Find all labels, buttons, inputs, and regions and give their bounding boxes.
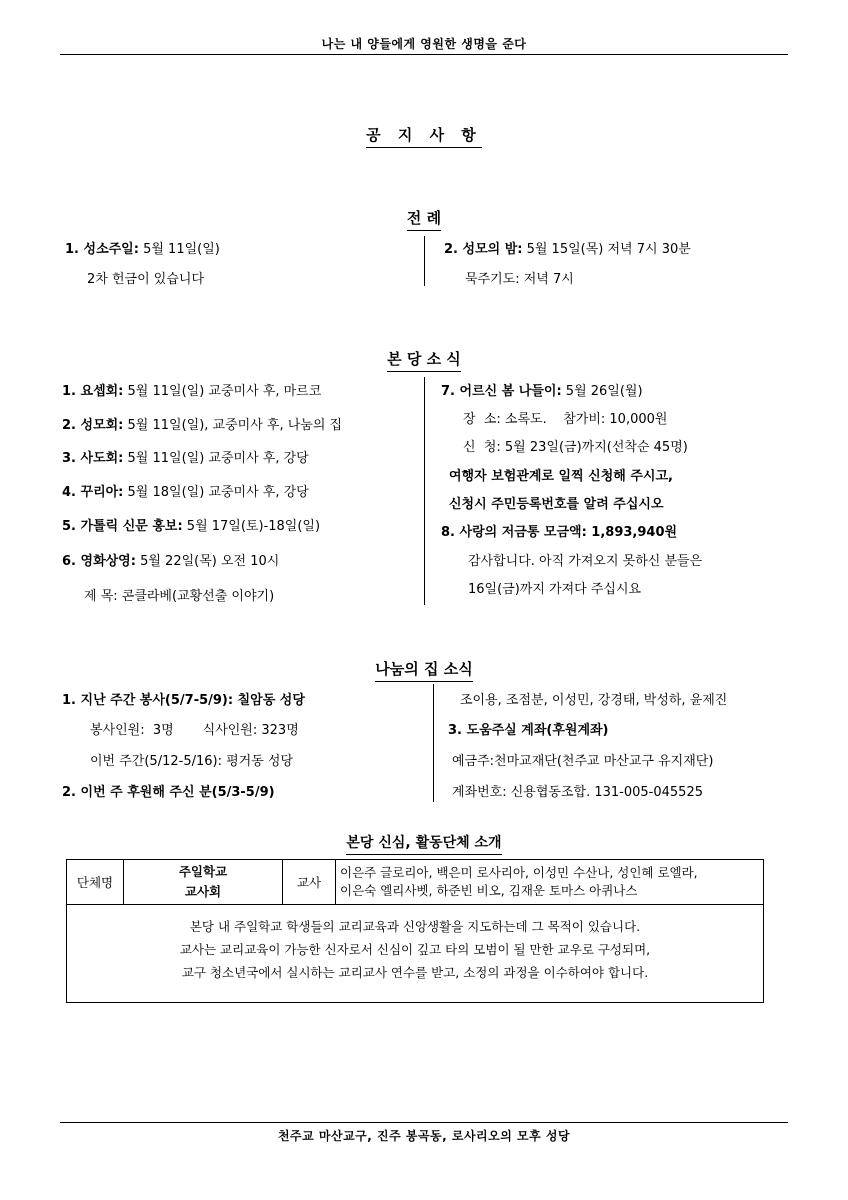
- group-members-line-1: 이은주 글로리아, 백은미 로사리아, 이성민 수산나, 성인혜 로엘라,: [340, 865, 698, 880]
- liturgy-item-2-note: 묵주기도: 저녁 7시: [465, 272, 574, 287]
- sharing-account: 계좌번호: 신용협동조합. 131-005-045525: [452, 785, 703, 800]
- news-item-1-text: 5월 11일(일) 교중미사 후, 마르코: [123, 384, 322, 399]
- group-desc-line-1: 본당 내 주일학교 학생들의 교리교육과 신앙생활을 지도하는데 그 목적이 있습니다.: [189, 919, 641, 934]
- news-item-7-date: 5월 26일(월): [561, 384, 643, 399]
- group-desc-line-3: 교구 청소년국에서 실시하는 교리교사 연수를 받고, 소정의 과정을 이수하여야 합니다.: [181, 965, 649, 980]
- header-rule: [60, 54, 788, 55]
- news-item-5-label: 5. 가톨릭 신문 홍보:: [62, 519, 183, 534]
- group-description: [67, 905, 764, 1003]
- news-item-8: 8. 사랑의 저금통 모금액: 1,893,940원: [441, 525, 678, 540]
- header-motto: 나는 내 양들에게 영원한 생명을 준다: [321, 37, 527, 51]
- liturgy-item-2-date: 5월 15일(목) 저녁 7시 30분: [522, 242, 691, 257]
- parish-news-divider: [424, 377, 425, 605]
- news-item-1: [62, 380, 321, 399]
- news-item-7-bold-1: 여행자 보험관계로 일찍 신청해 주시고,: [449, 469, 673, 484]
- news-item-4-label: 4. 꾸리아:: [62, 485, 124, 500]
- news-item-7-place: 장 소: 소록도. 참가비: 10,000원: [463, 412, 668, 427]
- news-item-3-text: 5월 11일(일) 교중미사 후, 강당: [123, 451, 309, 466]
- news-item-6: [62, 550, 279, 569]
- group-name-line-1: 주일학교: [178, 864, 228, 879]
- news-item-6-text: 5월 22일(목) 오전 10시: [135, 554, 280, 569]
- news-item-2-text: 5월 11일(일), 교중미사 후, 나눔의 집: [123, 418, 343, 433]
- parish-news-heading: [0, 348, 848, 369]
- groups-heading-text: 본당 신심, 활동단체 소개: [346, 835, 501, 855]
- liturgy-item-1-date: 5월 11일(일): [138, 242, 220, 257]
- groups-heading: [0, 832, 848, 852]
- sharing-item-2: 2. 이번 주 후원해 주신 분(5/3-5/9): [62, 785, 275, 800]
- group-name-line-2: 교사회: [184, 884, 222, 899]
- news-item-8-thanks-2: 16일(금)까지 가져다 주십시요: [468, 582, 642, 597]
- news-item-7: [441, 380, 643, 399]
- sharing-donors: 조이용, 조점분, 이성민, 강경태, 박성하, 윤제진: [460, 693, 728, 708]
- liturgy-item-2-label: 2. 성모의 밤:: [444, 242, 523, 257]
- news-item-4: [62, 481, 309, 500]
- liturgy-heading-text: 전 례: [407, 209, 441, 231]
- sharing-this-week: 이번 주간(5/12-5/16): 평거동 성당: [90, 754, 294, 769]
- news-item-4-text: 5월 18일(일) 교중미사 후, 강당: [123, 485, 309, 500]
- sharing-divider: [433, 684, 434, 802]
- footer-parish: 천주교 마산교구, 진주 봉곡동, 로사리오의 모후 성당: [277, 1129, 571, 1143]
- liturgy-item-1: [65, 238, 220, 257]
- liturgy-item-1-note: 2차 헌금이 있습니다: [87, 272, 204, 287]
- news-movie-title: 제 목: 콘클라베(교황선출 이야기): [84, 589, 275, 604]
- group-members-line-2: 이은숙 엘리사벳, 하준빈 비오, 김재운 토마스 아퀴나스: [340, 883, 638, 898]
- group-table: [66, 859, 764, 1003]
- news-item-5-text: 5월 17일(토)-18일(일): [182, 519, 321, 534]
- news-item-7-label: 7. 어르신 봄 나들이:: [441, 384, 562, 399]
- sharing-depositor: 예금주:천마교재단(천주교 마산교구 유지재단): [452, 754, 714, 769]
- news-item-3: [62, 447, 309, 466]
- group-name-cell: [124, 860, 283, 905]
- sharing-item-3: 3. 도움주실 계좌(후원계좌): [448, 723, 609, 738]
- footer-rule: [60, 1122, 788, 1123]
- liturgy-heading: [0, 207, 848, 228]
- news-item-6-label: 6. 영화상영:: [62, 554, 136, 569]
- parish-news-heading-text: 본 당 소 식: [387, 350, 461, 372]
- sharing-heading-text: 나눔의 집 소식: [375, 660, 472, 682]
- news-item-5: [62, 515, 320, 534]
- liturgy-divider: [424, 236, 425, 286]
- group-members-cell: [336, 860, 764, 905]
- group-desc-line-2: 교사는 교리교육이 가능한 신자로서 신심이 깊고 타의 모범이 될 만한 교우로 구성되며,: [179, 942, 651, 957]
- news-item-8-thanks-1: 감사합니다. 아직 가져오지 못하신 분들은: [468, 554, 703, 569]
- news-item-2-label: 2. 성모회:: [62, 418, 124, 433]
- news-item-7-apply: 신 청: 5월 23일(금)까지(선착순 45명): [463, 440, 688, 455]
- notice-title-text: 공 지 사 항: [366, 126, 482, 148]
- group-col-label: 단체명: [67, 860, 124, 905]
- sharing-heading: [0, 658, 848, 679]
- liturgy-item-2: [444, 238, 691, 257]
- group-role: 교사: [283, 860, 336, 905]
- group-desc-row: [67, 905, 764, 1003]
- sharing-item-1: 1. 지난 주간 봉사(5/7-5/9): 칠암동 성당: [62, 693, 305, 708]
- group-table-row: [67, 860, 764, 905]
- news-item-7-bold-2: 신청시 주민등록번호를 알려 주십시오: [449, 497, 664, 512]
- sharing-volunteers: 봉사인원: 3명 식사인원: 323명: [90, 723, 299, 738]
- news-item-2: [62, 414, 342, 433]
- news-item-3-label: 3. 사도회:: [62, 451, 124, 466]
- news-item-1-label: 1. 요셉회:: [62, 384, 124, 399]
- notice-title: [0, 124, 848, 145]
- liturgy-item-1-label: 1. 성소주일:: [65, 242, 139, 257]
